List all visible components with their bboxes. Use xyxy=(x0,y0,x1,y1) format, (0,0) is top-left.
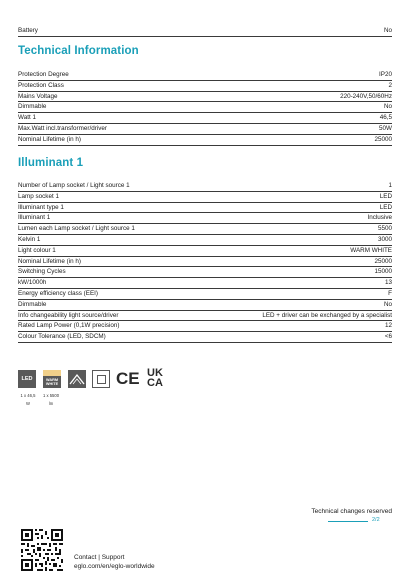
spec-value: 13 xyxy=(384,279,392,287)
spec-row xyxy=(18,203,392,214)
spec-value: 1 xyxy=(388,182,392,189)
spec-label: Lamp socket 1 xyxy=(18,192,59,200)
spec-row xyxy=(18,70,392,81)
spec-label: Dimmable xyxy=(18,103,47,111)
spec-label: Illuminant 1 xyxy=(18,214,51,222)
warm-color-bar xyxy=(43,370,61,376)
section-title-technical: Technical Information xyxy=(18,45,139,57)
spec-value: LED xyxy=(379,192,392,200)
spec-row xyxy=(18,181,392,192)
spec-label: Max.Watt incl.transformer/driver xyxy=(18,125,107,132)
beam-angle-icon xyxy=(68,370,86,388)
led-caption-top: 1 x 46,5 xyxy=(20,393,36,398)
spec-row xyxy=(18,321,392,332)
spec-row xyxy=(18,113,392,124)
ukca-line2: CA xyxy=(147,377,163,389)
spec-value: F xyxy=(388,290,392,297)
spec-row xyxy=(18,235,392,246)
spec-label: Illuminant type 1 xyxy=(18,203,64,211)
spec-row xyxy=(18,300,392,311)
ukca-line1: UK xyxy=(147,367,163,379)
spec-row xyxy=(18,267,392,278)
ce-mark-icon: CE xyxy=(116,369,140,388)
spec-label: Switching Cycles xyxy=(18,268,66,276)
spec-row xyxy=(18,92,392,103)
spec-row xyxy=(18,135,392,146)
spec-value: No xyxy=(383,300,392,308)
website-link[interactable]: eglo.com/en/eglo-worldwide xyxy=(74,563,155,570)
warm-white-label: WARM WHITE xyxy=(45,378,59,386)
spec-value: <6 xyxy=(384,333,392,341)
spec-row xyxy=(18,289,392,300)
spec-row xyxy=(18,311,392,322)
spec-value: 220-240V,50/60Hz xyxy=(340,92,392,100)
lumen-caption-bottom: lm xyxy=(48,401,54,406)
spec-row xyxy=(18,224,392,235)
spec-row xyxy=(18,81,392,92)
spec-row xyxy=(18,102,392,113)
spec-row xyxy=(18,278,392,289)
section-title-illuminant: Illuminant 1 xyxy=(18,157,84,169)
warm-white-icon xyxy=(43,370,61,388)
spec-label: Dimmable xyxy=(18,300,47,308)
spec-label: Protection Class xyxy=(18,81,64,89)
spec-label: Mains Voltage xyxy=(18,92,58,100)
led-caption-bottom: W xyxy=(26,401,30,406)
lumen-caption-top: 1 x 5500 xyxy=(42,393,60,398)
spec-row xyxy=(18,246,392,257)
page-number: 2/2 xyxy=(372,517,380,523)
spec-value: 25000 xyxy=(374,135,392,143)
spec-value: LED xyxy=(379,203,392,211)
protection-class-icon xyxy=(92,370,110,388)
spec-row xyxy=(18,332,392,343)
spec-label: Kelvin 1 xyxy=(18,236,41,243)
spec-value: IP20 xyxy=(379,71,392,78)
technical-changes-note: Technical changes reserved xyxy=(311,508,392,515)
spec-value: 25000 xyxy=(374,257,392,265)
led-icon: LED xyxy=(18,370,36,388)
spec-value: Inclusive xyxy=(367,214,392,222)
spec-label: Nominal Lifetime (in h) xyxy=(18,257,81,265)
spec-value: 46,5 xyxy=(379,114,392,122)
spec-value: 3000 xyxy=(377,236,392,243)
footer-divider xyxy=(328,521,368,522)
spec-row xyxy=(18,124,392,135)
spec-label: Nominal Lifetime (in h) xyxy=(18,135,81,143)
spec-label: Watt 1 xyxy=(18,114,36,122)
spec-label: Battery xyxy=(18,27,38,34)
spec-value: 15000 xyxy=(374,268,392,276)
spec-value: 12 xyxy=(384,322,392,330)
spec-label: Rated Lamp Power (0,1W precision) xyxy=(18,322,120,330)
spec-label: Light colour 1 xyxy=(18,246,56,254)
spec-value: LED + driver can be exchanged by a specialist xyxy=(262,311,392,319)
contact-support-link[interactable]: Contact | Support xyxy=(74,554,125,561)
spec-value: 2 xyxy=(388,81,392,89)
spec-row-battery xyxy=(18,26,392,37)
spec-label: Protection Degree xyxy=(18,71,69,78)
spec-row xyxy=(18,213,392,224)
spec-value: No xyxy=(383,27,392,34)
spec-label: Info changeability light source/driver xyxy=(18,311,119,319)
spec-label: kW/1000h xyxy=(18,279,47,287)
ukca-mark-icon xyxy=(143,368,167,390)
spec-label: Energy efficiency class (EEI) xyxy=(18,290,99,297)
spec-value: 50W xyxy=(379,125,392,132)
spec-label: Lumen each Lamp socket / Light source 1 xyxy=(18,225,135,233)
spec-value: No xyxy=(383,103,392,111)
contact-block xyxy=(74,553,155,571)
spec-value: 5500 xyxy=(377,225,392,233)
spec-value: WARM WHITE xyxy=(350,246,392,254)
spec-label: Number of Lamp socket / Light source 1 xyxy=(18,182,130,189)
spec-row xyxy=(18,257,392,268)
spec-row xyxy=(18,192,392,203)
spec-label: Colour Tolerance (LED, SDCM) xyxy=(18,333,106,341)
qr-code-icon[interactable] xyxy=(20,528,64,572)
